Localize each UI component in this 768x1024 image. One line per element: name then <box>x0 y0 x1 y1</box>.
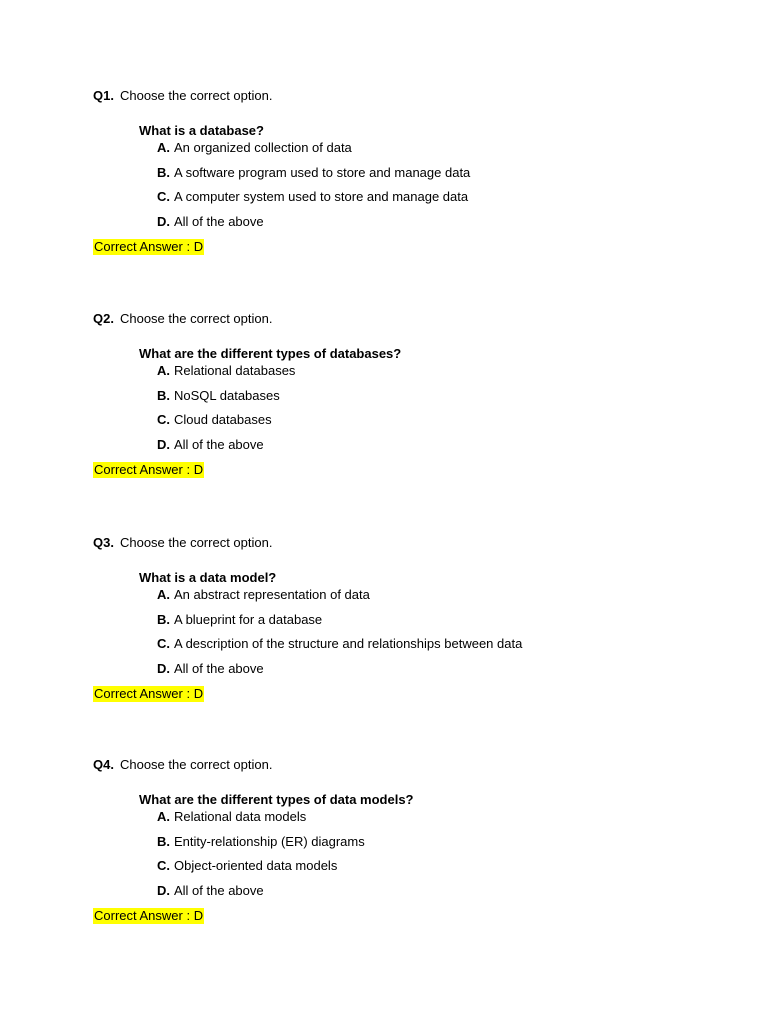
option-c <box>157 412 295 437</box>
option-letter: D. <box>157 661 170 677</box>
question-text: What are the different types of databases? <box>139 346 402 361</box>
option-d <box>157 883 365 908</box>
option-text: A software program used to store and manage data <box>174 164 471 180</box>
question-number: Q1. <box>93 88 114 103</box>
option-text: All of the above <box>174 661 264 677</box>
question-instruction: Choose the correct option. <box>119 311 273 326</box>
correct-answer: Correct Answer : D <box>94 462 204 477</box>
option-text: All of the above <box>174 437 264 453</box>
option-b <box>157 612 522 637</box>
option-text: Object-oriented data models <box>174 858 338 874</box>
option-text: All of the above <box>174 883 264 899</box>
option-text: An abstract representation of data <box>174 587 370 602</box>
option-letter: B. <box>157 833 170 849</box>
option-a <box>157 140 470 165</box>
question-block <box>0 88 768 278</box>
option-letter: C. <box>157 858 170 874</box>
options-list <box>157 140 470 239</box>
options-list <box>157 809 365 908</box>
option-c <box>157 858 365 883</box>
option-b <box>157 388 295 413</box>
option-d <box>157 214 470 239</box>
correct-answer: Correct Answer : D <box>94 686 204 701</box>
question-text: What are the different types of data models? <box>139 792 414 807</box>
option-c <box>157 189 470 214</box>
question-instruction: Choose the correct option. <box>119 757 273 772</box>
option-letter: A. <box>157 587 170 602</box>
option-text: Cloud databases <box>174 412 272 428</box>
option-letter: B. <box>157 387 170 403</box>
option-letter: A. <box>157 363 170 378</box>
question-text: What is a data model? <box>139 570 277 585</box>
option-text: Relational databases <box>174 363 296 378</box>
question-text: What is a database? <box>139 123 264 138</box>
option-letter: C. <box>157 636 170 652</box>
options-list <box>157 587 522 686</box>
option-letter: D. <box>157 883 170 899</box>
correct-answer: Correct Answer : D <box>94 239 204 254</box>
option-a <box>157 587 522 612</box>
correct-answer: Correct Answer : D <box>94 908 204 923</box>
option-d <box>157 661 522 686</box>
question-header <box>93 757 272 773</box>
option-text: A blueprint for a database <box>174 611 323 627</box>
option-text: An organized collection of data <box>174 140 352 155</box>
question-instruction: Choose the correct option. <box>119 88 273 103</box>
option-text: A description of the structure and relationships between data <box>174 636 523 652</box>
option-text: All of the above <box>174 214 264 230</box>
option-letter: C. <box>157 189 170 205</box>
question-header <box>93 311 272 327</box>
question-number: Q3. <box>93 535 114 550</box>
question-number: Q4. <box>93 757 114 772</box>
options-list <box>157 363 295 462</box>
option-text: A computer system used to store and manage data <box>174 189 469 205</box>
option-a <box>157 363 295 388</box>
option-text: NoSQL databases <box>174 387 280 403</box>
option-letter: A. <box>157 140 170 155</box>
option-letter: B. <box>157 164 170 180</box>
option-d <box>157 437 295 462</box>
question-instruction: Choose the correct option. <box>119 535 273 550</box>
question-block <box>0 535 768 725</box>
option-b <box>157 834 365 859</box>
option-letter: D. <box>157 437 170 453</box>
option-b <box>157 165 470 190</box>
option-a <box>157 809 365 834</box>
option-letter: C. <box>157 412 170 428</box>
option-text: Entity-relationship (ER) diagrams <box>174 833 365 849</box>
question-block <box>0 757 768 947</box>
question-block <box>0 311 768 501</box>
option-letter: B. <box>157 611 170 627</box>
option-text: Relational data models <box>174 809 307 824</box>
question-header <box>93 535 272 551</box>
question-header <box>93 88 272 104</box>
question-number: Q2. <box>93 311 114 326</box>
option-letter: A. <box>157 809 170 824</box>
option-letter: D. <box>157 214 170 230</box>
option-c <box>157 636 522 661</box>
